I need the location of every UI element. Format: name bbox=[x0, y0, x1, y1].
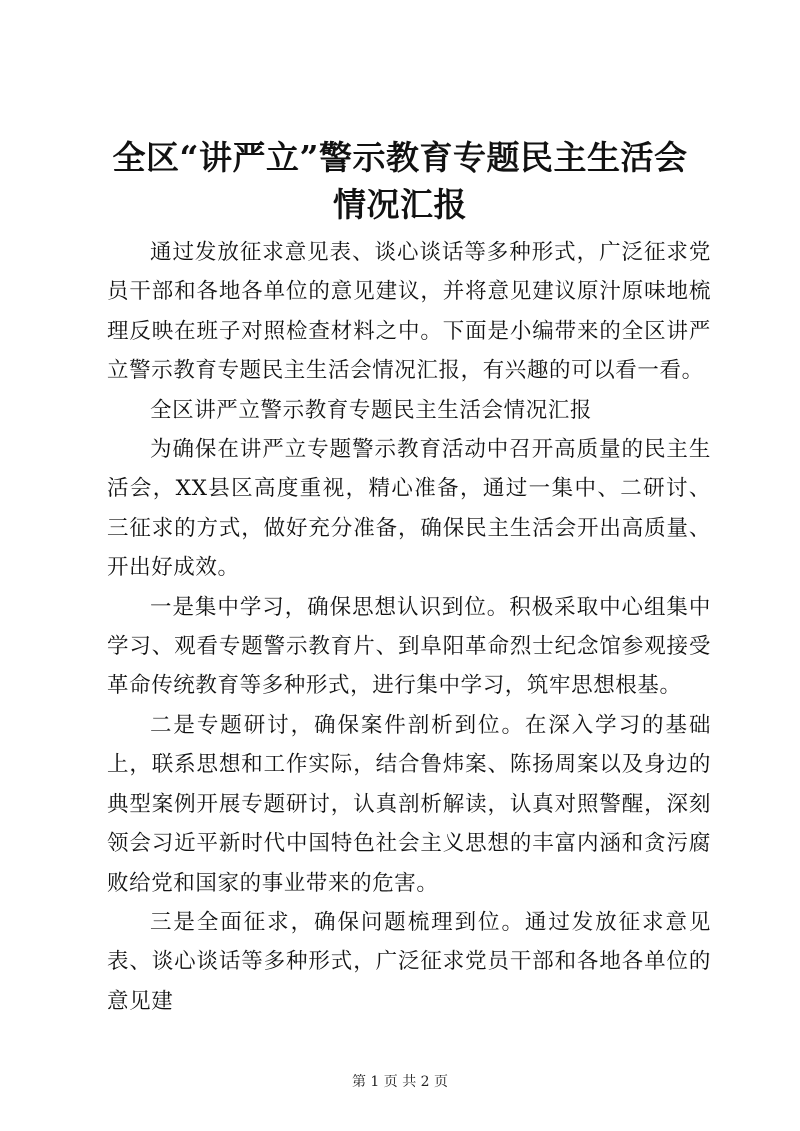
overview-paragraph: 为确保在讲严立专题警示教育活动中召开高质量的民主生活会，XX县区高度重视，精心准备，通过一集中、二研讨、三征求的方式，做好充分准备，确保民主生活会开出高质量、开出好成效。 bbox=[107, 437, 711, 581]
point-three-paragraph: 三是全面征求，确保问题梳理到位。通过发放征求意见表、谈心谈话等多种形式，广泛征求党员干部和各地各单位的意见建 bbox=[107, 909, 711, 1014]
point-one-paragraph: 一是集中学习，确保思想认识到位。积极采取中心组集中学习、观看专题警示教育片、到阜阳革命烈士纪念馆参观接受革命传统教育等多种形式，进行集中学习，筑牢思想根基。 bbox=[107, 594, 711, 699]
document-title: 全区“讲严立”警示教育专题民主生活会情况汇报 bbox=[112, 138, 688, 224]
intro-paragraph: 通过发放征求意见表、谈心谈话等多种形式，广泛征求党员干部和各地各单位的意见建议，并将意见建议原汁原味地梳理反映在班子对照检查材料之中。下面是小编带来的全区讲严立警示教育专题民主生活会情况汇报，有兴趣的可以看一看。 bbox=[107, 240, 711, 384]
subtitle-paragraph: 全区讲严立警示教育专题民主生活会情况汇报 bbox=[150, 397, 593, 423]
page-footer: 第 1 页 共 2 页 bbox=[351, 1074, 449, 1090]
document-body bbox=[107, 233, 711, 1021]
point-two-paragraph: 二是专题研讨，确保案件剖析到位。在深入学习的基础上，联系思想和工作实际，结合鲁炜案、陈扬周案以及身边的典型案例开展专题研讨，认真剖析解读，认真对照警醒，深刻领会习近平新时代中国特色社会主义思想的丰富内涵和贪污腐败给党和国家的事业带来的危害。 bbox=[107, 712, 711, 896]
